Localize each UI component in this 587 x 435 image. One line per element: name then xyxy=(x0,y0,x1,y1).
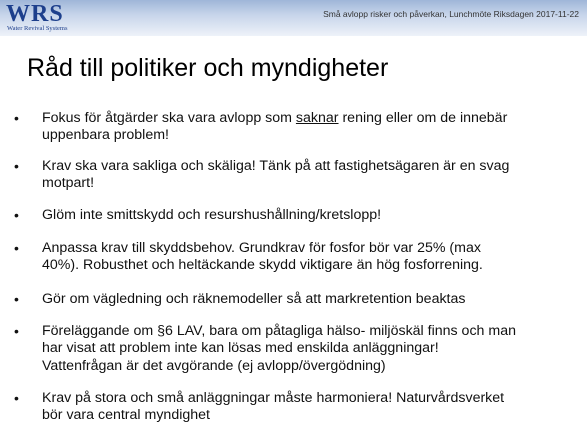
bullet-text: Fokus för åtgärder ska vara avlopp som saknar rening eller om de innebär uppenbara problem! xyxy=(42,110,508,144)
header-caption: Små avlopp risker och påverkan, Lunchmöte Riksdagen 2017-11-22 xyxy=(323,9,579,19)
bullet-text: Föreläggande om §6 LAV, bara om påtagliga hälso- miljöskäl finns och man har visat att problem inte kan lösas med enskilda anläggningar! Vattenfrågan är det avgörande (ej avlopp/övergödning) xyxy=(42,323,516,374)
bullet-dot: • xyxy=(14,323,19,339)
wrs-logo xyxy=(6,3,92,33)
bullet-dot: • xyxy=(14,390,19,406)
bullet-text: Krav ska vara sakliga och skäliga! Tänk på att fastighetsägaren är en svag motpart! xyxy=(42,158,510,192)
logo-text: WRS xyxy=(6,1,64,27)
bullet-text: Glöm inte smittskydd och resurshushållning/kretslopp! xyxy=(42,207,382,223)
bullet-dot: • xyxy=(14,110,19,126)
header-band xyxy=(0,0,587,36)
bullet-dot: • xyxy=(14,291,19,307)
bullet-dot: • xyxy=(14,207,19,223)
underlined-word: saknar xyxy=(295,110,339,126)
bullet-text: Gör om vägledning och räknemodeller så att markretention beaktas xyxy=(42,291,466,307)
bullet-text: Anpassa krav till skyddsbehov. Grundkrav för fosfor bör var 25% (max 40%). Robusthet och heltäckande skydd viktigare än hög fosforrening. xyxy=(42,240,483,274)
bullet-text: Krav på stora och små anläggningar måste harmoniera! Naturvårdsverket bör vara central myndighet xyxy=(42,390,505,424)
logo-subtitle: Water Revival Systems xyxy=(7,25,68,32)
bullet-dot: • xyxy=(14,158,19,174)
slide-title: Råd till politiker och myndigheter xyxy=(27,54,389,82)
bullet-dot: • xyxy=(14,240,19,256)
